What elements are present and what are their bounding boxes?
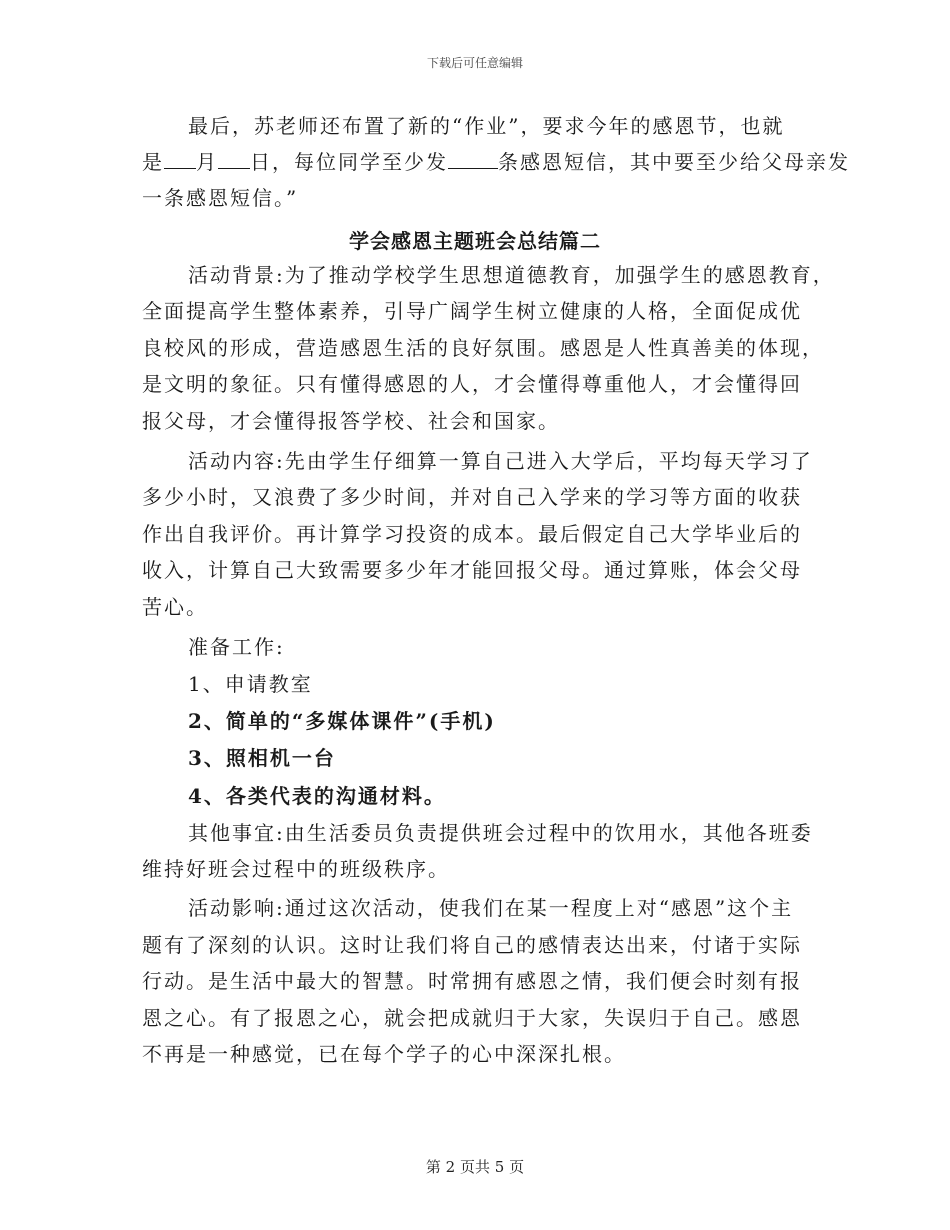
content-line-4: 收入，计算自己大致需要多少年才能回报父母。通过算账，体会父母: [142, 558, 802, 582]
intro-line-2: [142, 150, 850, 174]
fill-blank-count[interactable]: [448, 150, 498, 169]
content-line-1: 活动内容:先由学生仔细算一算自己进入大学后，平均每天学习了: [188, 449, 813, 473]
fill-blank-day[interactable]: [218, 150, 250, 169]
impact-line-3: 行动。是生活中最大的智慧。时常拥有感恩之情，我们便会时刻有报: [142, 969, 802, 993]
page-header: 下载后可任意编辑: [426, 56, 523, 70]
impact-line-4: 恩之心。有了报恩之心，就会把成就归于大家，失误归于自己。感恩: [142, 1006, 802, 1030]
prep-item-4: 4、各类代表的沟通材料。: [188, 784, 446, 808]
impact-line-2: 题有了深刻的认识。这时让我们将自己的感情表达出来，付诸于实际: [142, 933, 802, 957]
intro-text-d: 条感恩短信，其中要至少给父母亲发: [498, 150, 850, 174]
prep-item-3: 3、照相机一台: [188, 746, 336, 770]
content-line-2: 多少小时，又浪费了多少时间，并对自己入学来的学习等方面的收获: [142, 485, 802, 509]
page-footer: 第 2 页共 5 页: [425, 1158, 525, 1176]
impact-line-5: 不再是一种感觉，已在每个学子的心中深深扎根。: [142, 1042, 626, 1066]
prep-item-1: 1、申请教室: [188, 672, 313, 696]
impact-line-1: 活动影响:通过这次活动，使我们在某一程度上对“感恩”这个主: [188, 896, 794, 920]
prep-item-2: 2、简单的“多媒体课件”(手机): [188, 709, 496, 733]
background-line-4: 是文明的象征。只有懂得感恩的人，才会懂得尊重他人，才会懂得回: [142, 372, 802, 396]
section-title: 学会感恩主题班会总结篇二: [349, 229, 601, 253]
fill-blank-month[interactable]: [164, 150, 196, 169]
intro-line-1: 最后，苏老师还布置了新的“作业”，要求今年的感恩节，也就: [188, 114, 785, 138]
other-line-1: 其他事宜:由生活委员负责提供班会过程中的饮用水，其他各班委: [188, 821, 813, 845]
other-line-2: 维持好班会过程中的班级秩序。: [142, 857, 450, 881]
intro-text-c: 日，每位同学至少发: [250, 150, 448, 174]
content-line-5: 苦心。: [142, 595, 208, 619]
background-line-2: 全面提高学生整体素养，引导广阔学生树立健康的人格，全面促成优: [142, 299, 802, 323]
intro-line-3: 一条感恩短信。”: [142, 186, 299, 210]
background-line-1: 活动背景:为了推动学校学生思想道德教育，加强学生的感恩教育，: [188, 263, 835, 287]
intro-text-a: 是: [142, 150, 164, 174]
prep-title: 准备工作:: [188, 635, 285, 659]
content-line-3: 作出自我评价。再计算学习投资的成本。最后假定自己大学毕业后的: [142, 522, 802, 546]
background-line-5: 报父母，才会懂得报答学校、社会和国家。: [142, 409, 560, 433]
intro-text-b: 月: [196, 150, 218, 174]
background-line-3: 良校风的形成，营造感恩生活的良好氛围。感恩是人性真善美的体现，: [142, 336, 824, 360]
